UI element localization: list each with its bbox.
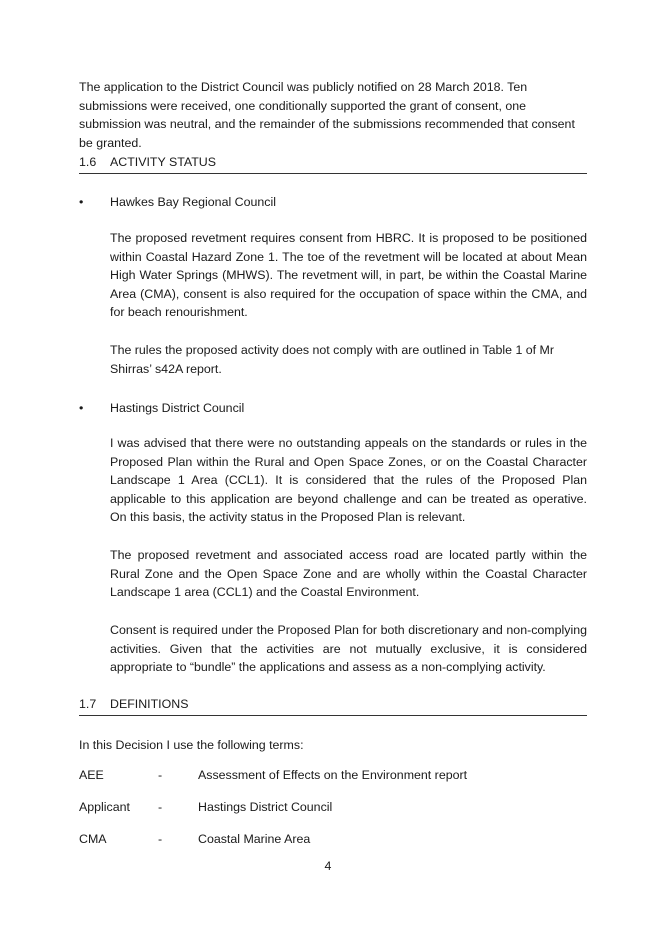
definition-term: Applicant [79,800,130,814]
bullet-icon: • [79,195,84,209]
definition-meaning: Assessment of Effects on the Environment report [198,768,468,782]
section-title: DEFINITIONS [110,697,189,711]
hbrc-paragraph-2: The rules the proposed activity does not comply with are outlined in Table 1 of Mr Shirras’ s42A report. [110,343,555,376]
section-number: 1.7 [79,697,97,711]
section-heading-definitions [79,696,587,716]
definition-dash: - [158,800,163,814]
intro-paragraph: The application to the District Council was publicly notified on 28 March 2018. Ten submissions were received, one conditionally supported the grant of consent, one submission was neutral, and the remainder of the submissions recommended that consent be granted. [79,80,575,150]
definition-meaning: Hastings District Council [198,800,333,814]
definition-term: CMA [79,832,107,846]
definition-term: AEE [79,768,104,782]
definition-row [79,830,587,848]
definition-meaning: Coastal Marine Area [198,832,311,846]
bullet-icon: • [79,401,84,415]
section-heading-activity-status [79,154,587,174]
definition-dash: - [158,832,163,846]
definition-row [79,766,587,784]
definition-row [79,798,587,816]
page-number: 4 [324,859,332,873]
hdc-paragraph-2: The proposed revetment and associated access road are located partly within the Rural Zone and the Open Space Zone and are wholly within the Coastal Character Landscape 1 area (CCL1) and the Coastal Environment. [110,548,587,600]
bullet-label: Hawkes Bay Regional Council [110,195,276,209]
section-title: ACTIVITY STATUS [110,155,217,169]
hbrc-paragraph-1: The proposed revetment requires consent from HBRC. It is proposed to be positioned within Coastal Hazard Zone 1. The toe of the revetment will be located at about Mean High Water Springs (MHWS). The revetment will, in part, be within the Coastal Marine Area (CMA), consent is also required for the occupation of space within the CMA, and for beach renourishment. [110,231,587,320]
bullet-label: Hastings District Council [110,401,245,415]
hdc-paragraph-1: I was advised that there were no outstanding appeals on the standards or rules in the Proposed Plan within the Rural and Open Space Zones, or on the Coastal Character Landscape 1 Area (CCL1). It is considered that the rules of the Proposed Plan applicable to this application are beyond challenge and can be treated as operative. On this basis, the activity status in the Proposed Plan is relevant. [110,436,587,525]
section-number: 1.6 [79,155,97,169]
definitions-intro: In this Decision I use the following terms: [79,738,304,752]
hdc-paragraph-3: Consent is required under the Proposed Plan for both discretionary and non-complying activities. Given that the activities are not mutually exclusive, it is considered appropriate to “bundle” the applications and assess as a non-complying activity. [110,623,587,675]
definition-dash: - [158,768,163,782]
